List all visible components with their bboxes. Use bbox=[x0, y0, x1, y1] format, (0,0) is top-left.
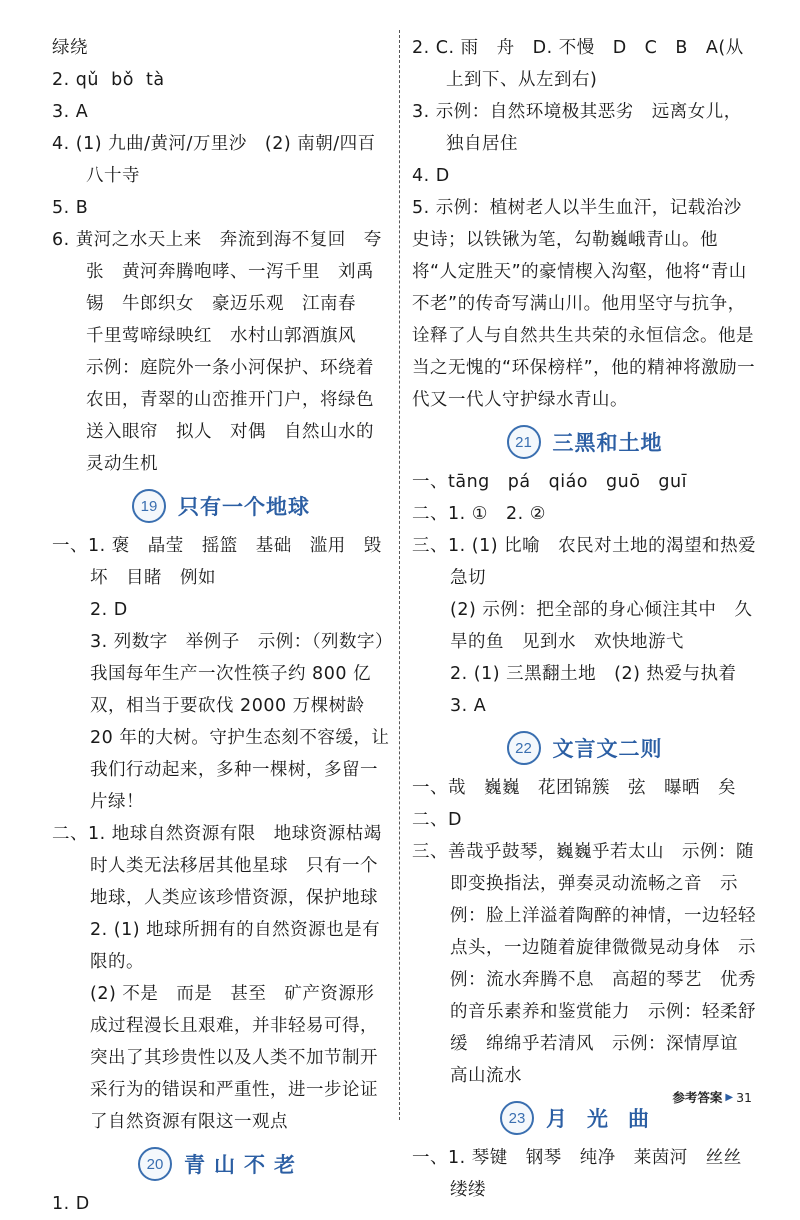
answer-line: 2. qǔ bǒ tà bbox=[52, 70, 165, 90]
section-number-badge: 20 bbox=[138, 1147, 172, 1181]
answer-line: 5. 示例：植树老人以半生血汗，记载治沙史诗；以铁锹为笔，勾勒巍峨青山。他将“人定胜天”的豪情楔入沟壑，他将“青山不老”的传奇写满山川。他用坚守与抗争，诠释了人与自然共生共荣的永恒信念。他是当之无愧的“环保榜样”，他的精神将激励一代又一代人守护绿水青山。 bbox=[412, 198, 756, 410]
section-heading-20 bbox=[52, 1142, 390, 1186]
answer-line: 二、1. ① 2. ② bbox=[412, 504, 546, 524]
answer-line: 3. A bbox=[52, 102, 89, 122]
section-number-badge: 19 bbox=[132, 489, 166, 523]
answer-line: 2. (1) 地球所拥有的自然资源也是有限的。 bbox=[90, 920, 381, 972]
section-heading-22 bbox=[412, 726, 757, 770]
answer-line: 2. (1) 三黑翻土地 (2) 热爱与执着 bbox=[450, 664, 737, 684]
answer-line: 5. B bbox=[52, 198, 89, 218]
answer-line: 4. D bbox=[412, 166, 450, 186]
section-title: 只有一个地球 bbox=[178, 495, 310, 519]
answer-line: (2) 示例：把全部的身心倾注其中 久旱的鱼 见到水 欢快地游弋 bbox=[450, 600, 753, 652]
column-divider bbox=[399, 30, 400, 1120]
answer-line: 一、1. 琴键 钢琴 纯净 莱茵河 丝丝缕缕 bbox=[412, 1148, 742, 1200]
right-column bbox=[412, 32, 757, 1206]
section-number-badge: 22 bbox=[507, 731, 541, 765]
answer-line: 三、善哉乎鼓琴，巍巍乎若太山 示例：随即变换指法，弹奏灵动流畅之音 示例：脸上洋溢着陶醉的神情，一边轻轻点头，一边随着旋律微微晃动身体 示例：流水奔腾不息 高超的琴艺 优秀的音乐素养和鉴赏能力 示例：轻柔舒缓 绵绵乎若清风 示例：深情厚谊 高山流水 bbox=[412, 842, 756, 1086]
answer-line: 绿绕 bbox=[52, 38, 88, 58]
left-column bbox=[52, 32, 390, 1220]
answer-line: 3. 列数字 举例子 示例：（列数字）我国每年生产一次性筷子约 800 亿双，相当于要砍伐 2000 万棵树龄 20 年的大树。守护生态刻不容缓，让我们行动起来，多种一棵树，多留一片绿！ bbox=[90, 632, 390, 812]
answer-line: 二、1. 地球自然资源有限 地球资源枯竭时人类无法移居其他星球 只有一个地球，人类应该珍惜资源，保护地球 bbox=[52, 824, 382, 908]
answer-line: 4. (1) 九曲/黄河/万里沙 (2) 南朝/四百八十寺 bbox=[52, 134, 376, 186]
answer-line: 一、tāng pá qiáo guō guī bbox=[412, 472, 687, 492]
triangle-right-icon: ▶ bbox=[725, 1091, 734, 1103]
section-title: 青山不老 bbox=[184, 1153, 304, 1177]
answer-line: (2) 不是 而是 甚至 矿产资源形成过程漫长且艰难，并非轻易可得，突出了其珍贵性以及人类不加节制开采行为的错误和严重性，进一步论证了自然资源有限这一观点 bbox=[90, 984, 378, 1132]
section-heading-21 bbox=[412, 420, 757, 464]
answer-line: 二、D bbox=[412, 810, 462, 830]
page-number: 31 bbox=[736, 1089, 752, 1105]
answer-line: 一、哉 巍巍 花团锦簇 弦 曝晒 矣 bbox=[412, 778, 736, 798]
answer-line: 3. 示例：自然环境极其恶劣 远离女儿，独自居住 bbox=[412, 102, 742, 154]
answer-line: 2. C. 雨 舟 D. 不慢 D C B A(从上到下、从左到右) bbox=[412, 38, 744, 90]
section-number-badge: 23 bbox=[500, 1101, 534, 1135]
answer-line: 6. 黄河之水天上来 奔流到海不复回 夸张 黄河奔腾咆哮、一泻千里 刘禹锡 牛郎织女 豪迈乐观 江南春 千里莺啼绿映红 水村山郭酒旗风 示例：庭院外一条小河保护、环绕着农田，青翠的山峦推开门户，将绿色送入眼帘 拟人 对偶 自然山水的灵动生机 bbox=[52, 230, 382, 474]
answer-line: 1. D bbox=[52, 1194, 90, 1214]
answer-line: 2. D bbox=[90, 600, 128, 620]
answer-line: 三、1. (1) 比喻 农民对土地的渴望和热爱急切 bbox=[412, 536, 757, 588]
answer-line: 3. A bbox=[450, 696, 487, 716]
section-title: 三黑和土地 bbox=[552, 431, 663, 455]
answer-line: 一、1. 褒 晶莹 摇篮 基础 滥用 毁坏 目睹 例如 bbox=[52, 536, 382, 588]
page-footer bbox=[672, 1088, 752, 1106]
section-heading-19 bbox=[52, 484, 390, 528]
section-number-badge: 21 bbox=[507, 425, 541, 459]
footer-label: 参考答案 bbox=[672, 1090, 723, 1105]
section-title: 文言文二则 bbox=[552, 737, 663, 761]
section-title: 月光曲 bbox=[546, 1107, 669, 1131]
